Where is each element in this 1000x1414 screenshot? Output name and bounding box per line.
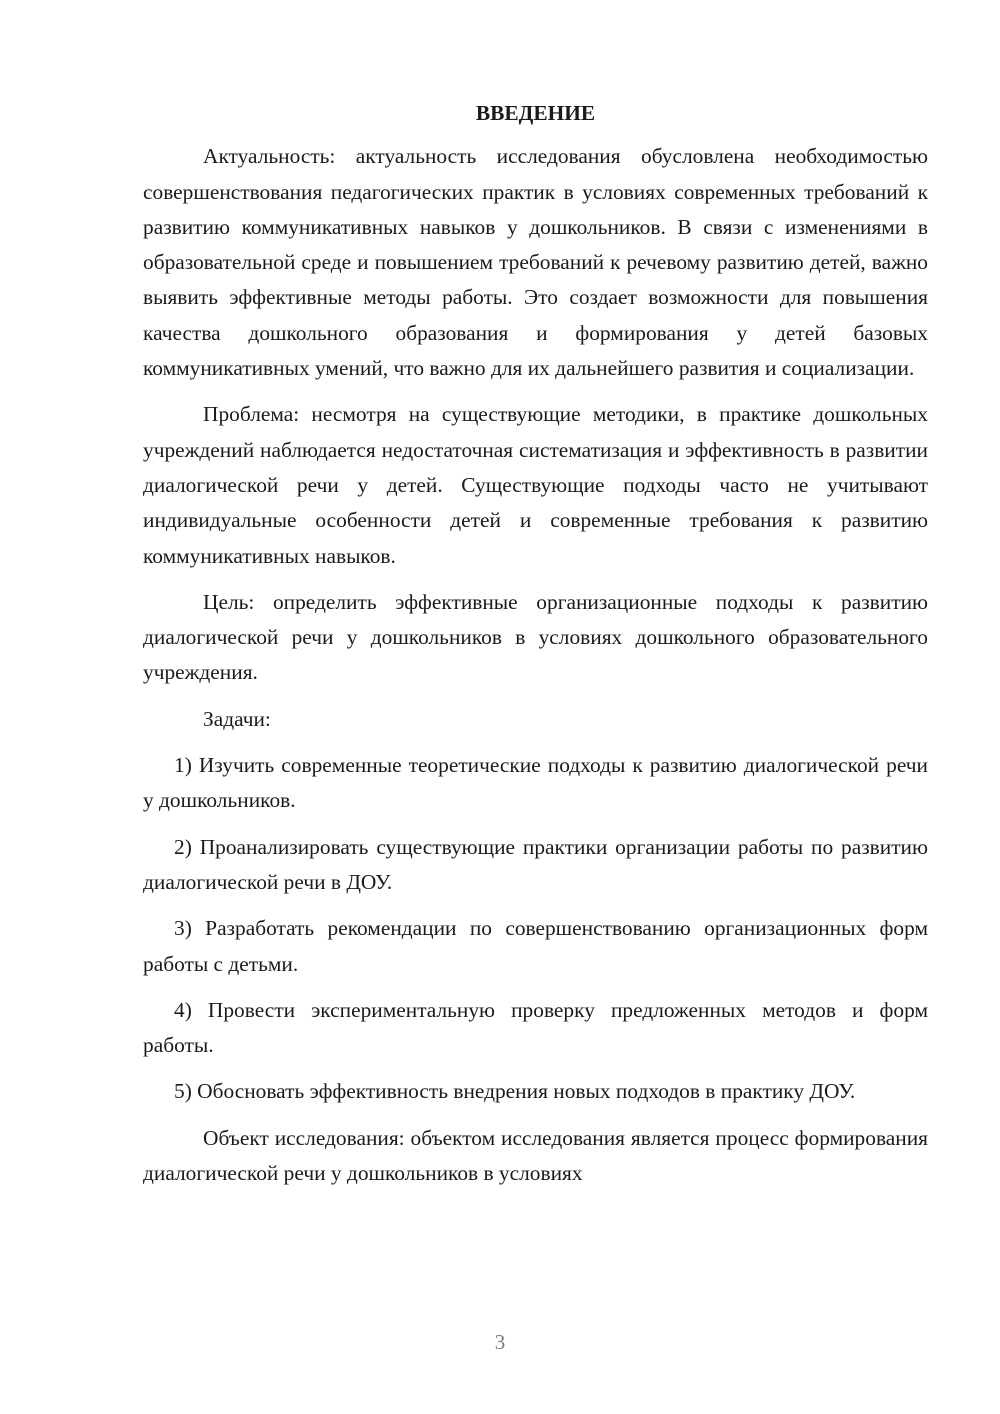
section-heading: ВВЕДЕНИЕ	[475, 101, 596, 125]
task-item-2: 2) Проанализировать существующие практики организации работы по развитию диалогической речи в ДОУ.	[143, 834, 928, 894]
tasks-label: Задачи:	[203, 706, 271, 731]
page-content	[143, 96, 928, 1202]
paragraph-object: Объект исследования: объектом исследования является процесс формирования диалогической речи у дошкольников в условиях	[143, 1125, 928, 1186]
page-number: 3	[494, 1330, 506, 1354]
paragraph-goal: Цель: определить эффективные организационные подходы к развитию диалогической речи у дошкольников в условиях дошкольного образовательного учреждения.	[143, 589, 928, 685]
paragraph-relevance: Актуальность: актуальность исследования обусловлена необходимостью совершенствования педагогических практик в условиях современных требований к развитию коммуникативных навыков у дошкольников. В связи с изменениями в образовательной среде и повышением требований к речевому развитию детей, важно выявить эффективные методы работы. Это создает возможности для повышения качества дошкольного образования и формирования у детей базовых коммуникативных умений, что важно для их дальнейшего развития и социализации.	[143, 144, 928, 381]
task-item-3: 3) Разработать рекомендации по совершенствованию организационных форм работы с детьми.	[143, 916, 928, 976]
task-item-1: 1) Изучить современные теоретические подходы к развитию диалогической речи у дошкольников.	[143, 753, 928, 813]
task-item-5: 5) Обосновать эффективность внедрения новых подходов в практику ДОУ.	[174, 1079, 856, 1104]
task-item-4: 4) Провести экспериментальную проверку предложенных методов и форм работы.	[143, 997, 928, 1058]
paragraph-problem: Проблема: несмотря на существующие методики, в практике дошкольных учреждений наблюдается недостаточная систематизация и эффективность в развитии диалогической речи у детей. Существующие подходы часто не учитывают индивидуальные особенности детей и современные требования к развитию коммуникативных навыков.	[143, 402, 928, 568]
